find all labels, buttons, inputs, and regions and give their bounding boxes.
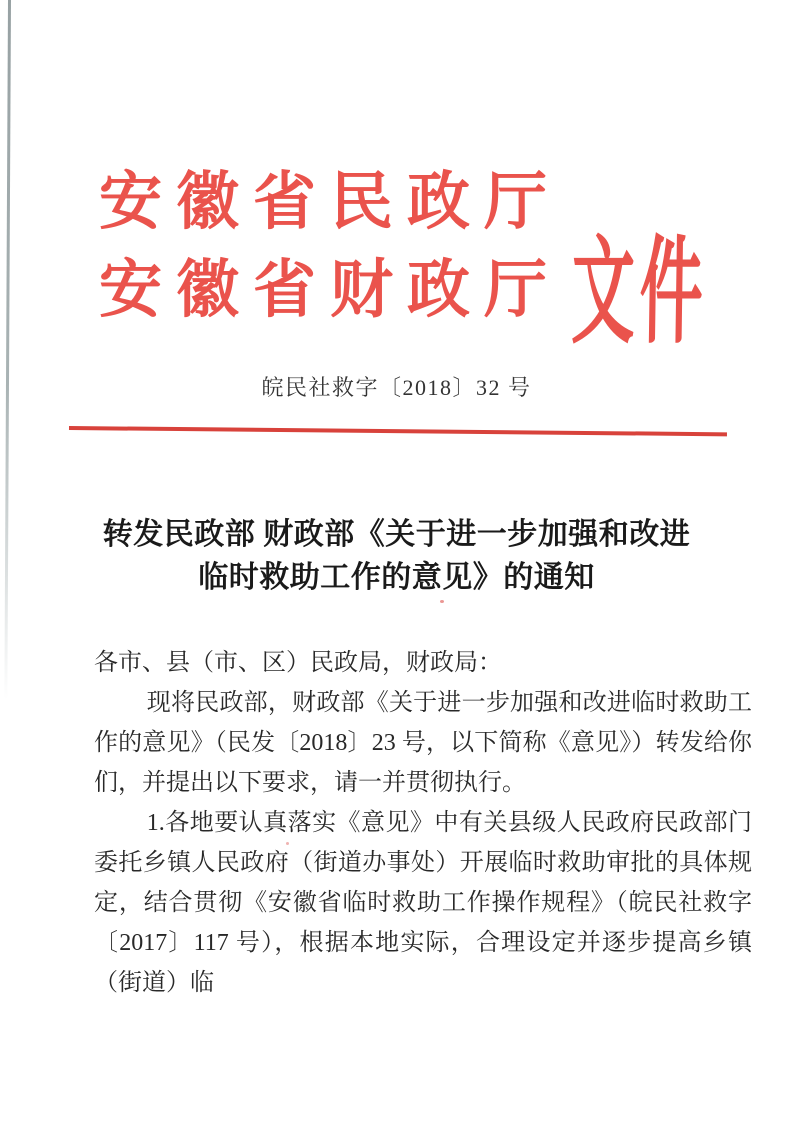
agency-names (99, 158, 561, 334)
document-number: 皖民社救字〔2018〕32 号 (261, 375, 532, 400)
body-paragraph: 1.各地要认真落实《意见》中有关县级人民政府民政部门委托乡镇人民政府（街道办事处）开展临时救助审批的具体规定，结合贯彻《安徽省临时救助工作操作规程》（皖民社救字〔2017〕117 号），根据本地实际，合理设定并逐步提高乡镇（街道）临 (94, 810, 752, 996)
doc-type-label: 文件 (570, 228, 709, 359)
document-title-line2: 临时救助工作的意见》的通知 (198, 561, 595, 594)
document-body (94, 643, 752, 1003)
body-paragraph: 现将民政部，财政部《关于进一步加强和改进临时救助工作的意见》（民发〔2018〕23 号，以下简称《意见》）转发给你们，并提出以下要求，请一并贯彻执行。 (94, 690, 752, 796)
agency-name-line1: 安徽省民政厅 (99, 167, 561, 237)
document-title (0, 513, 793, 599)
agency-name-line2: 安徽省财政厅 (99, 255, 561, 325)
red-divider-line (69, 426, 727, 436)
scan-speck (440, 600, 444, 603)
salutation: 各市、县（市、区）民政局，财政局： (94, 650, 502, 676)
document-title-line1: 转发民政部 财政部《关于进一步加强和改进 (102, 518, 691, 551)
